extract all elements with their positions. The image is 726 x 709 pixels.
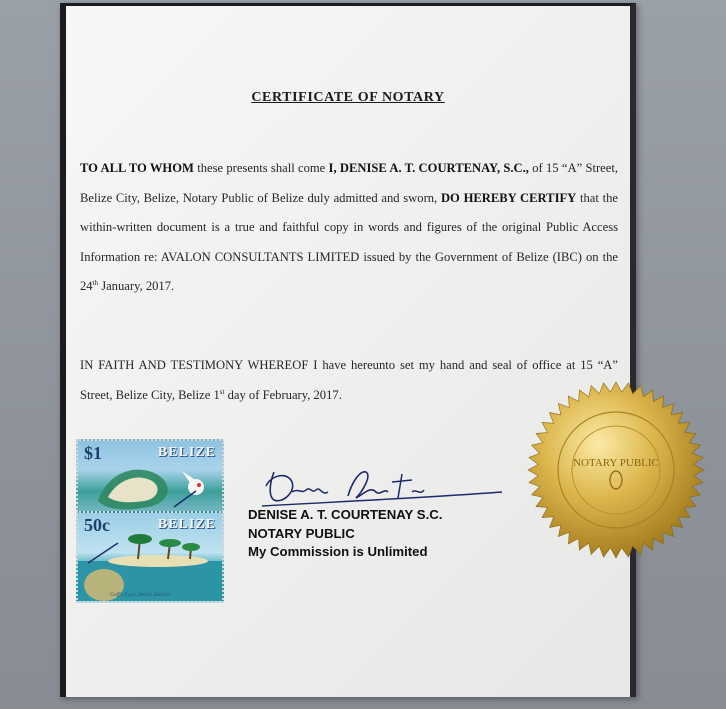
stamp-denomination: 50c (84, 515, 110, 535)
paragraph-text: these presents shall come (193, 161, 329, 175)
postage-stamp-1 (76, 439, 224, 515)
paragraph-text: that the within-written document is a true and faithful copy in words and figures of the original Public Access Information re: AVALON CONSULTANTS LIMITED issued by the Government of Belize (IBC) on the 24 (80, 190, 618, 293)
date-suffix: th (92, 278, 99, 287)
postage-stamp-2 (76, 511, 224, 603)
notary-name-inline: I, DENISE A. T. COURTENAY, S.C., (328, 161, 529, 175)
stamp-denomination: $1 (84, 443, 102, 463)
paragraph-text: January, 2017. (98, 279, 175, 293)
paragraph-text: IN FAITH AND TESTIMONY WHEREOF I have hereunto set my hand and seal of office at 15 “A” Street, Belize City, Belize 1 (80, 358, 618, 402)
notary-name: DENISE A. T. COURTENAY S.C. (248, 507, 443, 522)
handwritten-signature (252, 452, 512, 512)
certificate-paper (60, 3, 636, 697)
signature-block (248, 506, 442, 562)
date-suffix: st (219, 387, 225, 396)
document-title: CERTIFICATE OF NOTARY (251, 90, 445, 105)
notary-title: NOTARY PUBLIC (248, 525, 355, 541)
paragraph-text: of 15 “A” Street, Belize City, Belize, Notary Public of Belize duly admitted and sworn, (80, 161, 618, 205)
gold-notary-seal (526, 380, 706, 560)
certification-paragraph (80, 154, 618, 302)
stamp-caption: Goff's Caye, Belize District (110, 592, 171, 598)
notary-commission: My Commission is Unlimited (248, 544, 428, 559)
stamp-country: BELIZE (157, 445, 216, 460)
opening-phrase: TO ALL TO WHOM (80, 161, 194, 175)
seal-text: NOTARY PUBLIC (573, 457, 659, 469)
stamp-country: BELIZE (157, 517, 216, 532)
certify-phrase: DO HEREBY CERTIFY (440, 190, 577, 205)
paragraph-text: day of February, 2017. (224, 387, 342, 402)
